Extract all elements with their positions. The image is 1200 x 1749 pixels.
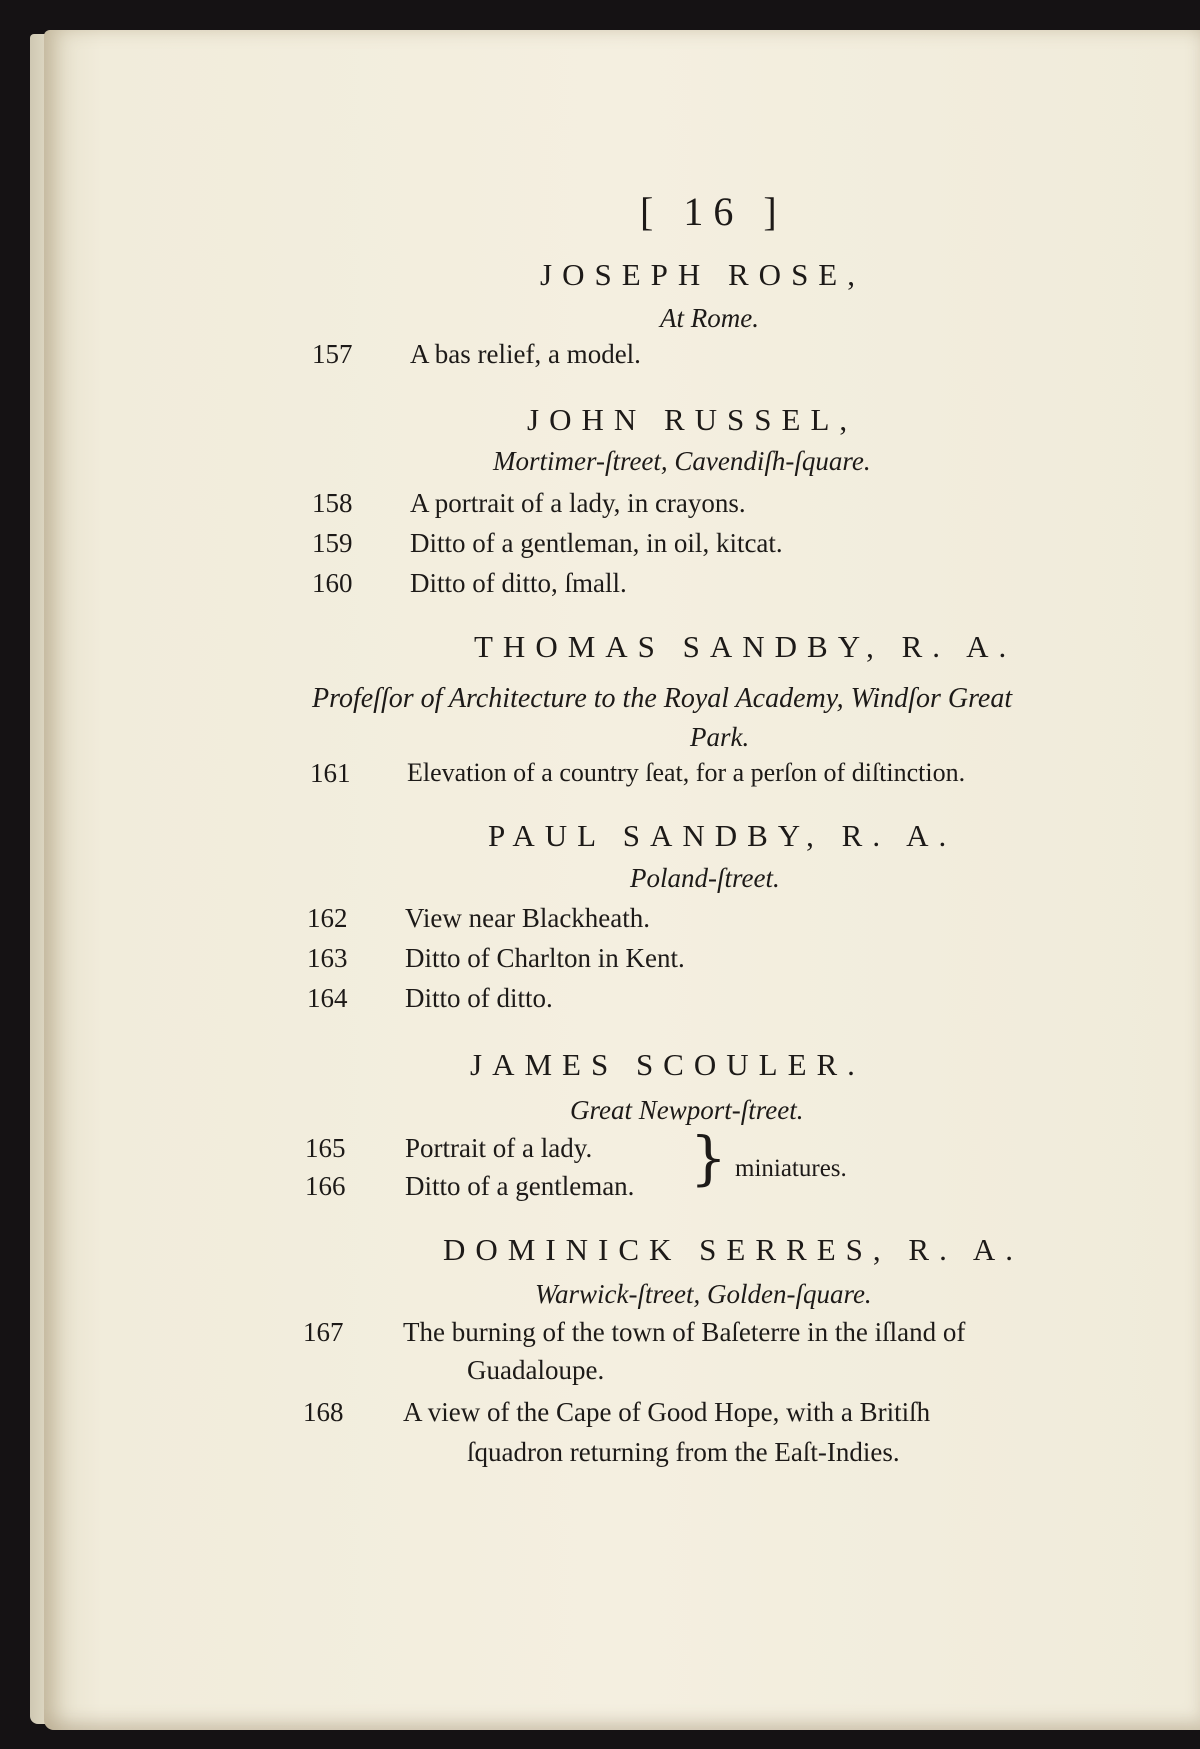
catalogue-number: 164 (307, 983, 348, 1013)
catalogue-number: 162 (307, 903, 348, 933)
artist-address-continued: Park. (690, 722, 750, 752)
work-title: View near Blackheath. (405, 903, 651, 933)
artist-address: Profeſſor of Architecture to the Royal Academy, Windſor Great (312, 683, 1013, 714)
work-title-continued: Guadaloupe. (467, 1355, 605, 1385)
catalogue-number: 163 (307, 943, 348, 973)
artist-address: Mortimer-ſtreet, Cavendiſh-ſquare. (493, 446, 871, 476)
artist-name: DOMINICK SERRES, R. A. (443, 1232, 1023, 1267)
catalogue-number: 160 (312, 568, 353, 598)
catalogue-number: 165 (305, 1133, 346, 1163)
catalogue-number: 157 (312, 339, 353, 369)
catalogue-number: 166 (305, 1171, 346, 1201)
artist-address: Poland-ſtreet. (630, 863, 780, 893)
work-title: Ditto of ditto. (405, 983, 553, 1013)
artist-address: Warwick-ſtreet, Golden-ſquare. (535, 1279, 872, 1309)
catalogue-number: 159 (312, 528, 353, 558)
work-title: A view of the Cape of Good Hope, with a Britiſh (403, 1397, 931, 1427)
work-title: Portrait of a lady. (405, 1133, 593, 1163)
artist-name: JOSEPH ROSE, (540, 257, 865, 292)
work-title: A portrait of a lady, in crayons. (410, 488, 746, 518)
work-title: A bas relief, a model. (410, 339, 641, 369)
artist-address: Great Newport-ſtreet. (570, 1095, 804, 1125)
work-title: Ditto of a gentleman. (405, 1171, 635, 1201)
work-title: The burning of the town of Baſeterre in the iſland of (403, 1317, 966, 1347)
artist-address: At Rome. (660, 303, 759, 333)
work-title: Ditto of ditto, ſmall. (410, 568, 627, 598)
catalogue-number: 167 (303, 1317, 344, 1347)
artist-name: JOHN RUSSEL, (527, 402, 858, 437)
work-title: Ditto of Charlton in Kent. (405, 943, 685, 973)
page-number: [ 16 ] (640, 189, 787, 234)
artist-name: THOMAS SANDBY, R. A. (474, 629, 1017, 664)
work-title: Ditto of a gentleman, in oil, kitcat. (410, 528, 783, 558)
grouping-brace: } (690, 1124, 727, 1192)
work-title: Elevation of a country ſeat, for a perſon of diſtinction. (407, 758, 966, 787)
medium-note: miniatures. (735, 1155, 847, 1182)
artist-name: PAUL SANDBY, R. A. (488, 818, 957, 853)
catalogue-number: 168 (303, 1397, 344, 1427)
artist-name: JAMES SCOULER. (470, 1047, 865, 1082)
catalogue-number: 161 (310, 758, 351, 788)
catalogue-number: 158 (312, 488, 353, 518)
work-title-continued: ſquadron returning from the Eaſt-Indies. (467, 1437, 900, 1467)
